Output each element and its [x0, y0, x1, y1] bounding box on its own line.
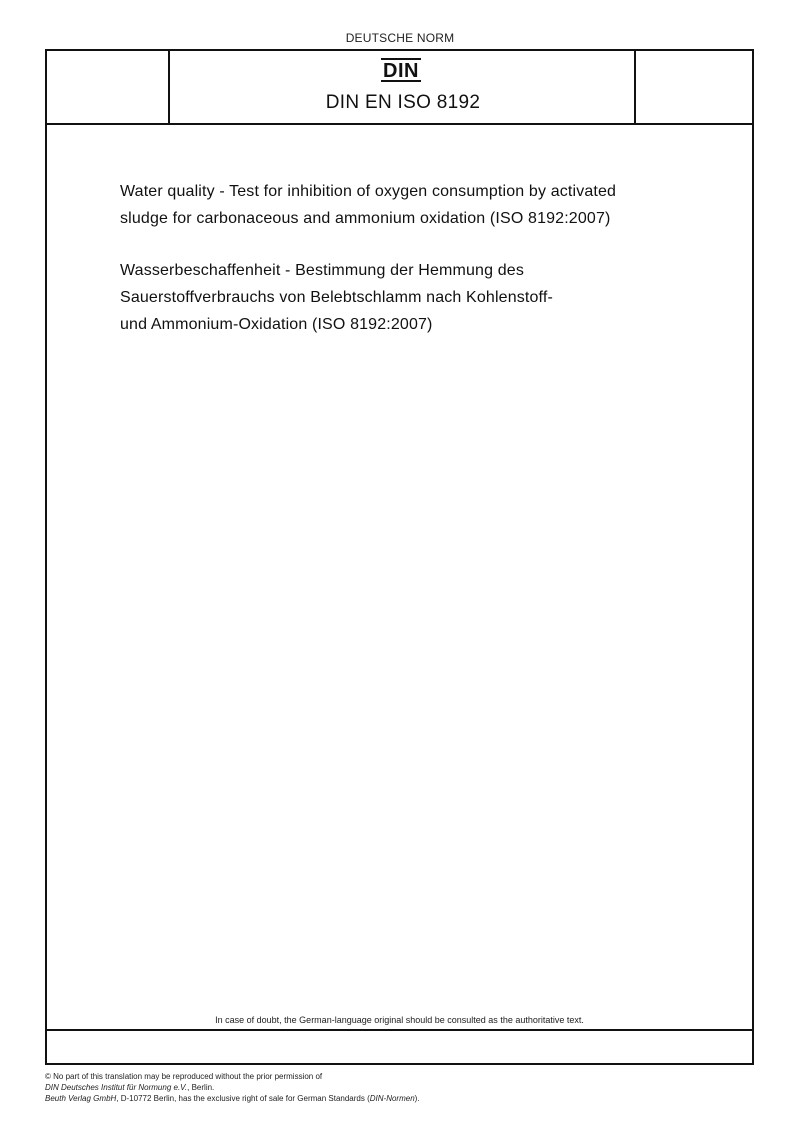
header-cell-left	[47, 51, 170, 123]
copyright-footer	[45, 1071, 745, 1104]
title-german-line: und Ammonium-Oxidation (ISO 8192:2007)	[120, 316, 433, 333]
authoritative-text-note: In case of doubt, the German-language original should be consulted as the authoritative text.	[215, 1015, 584, 1025]
publisher-name: DIN Deutsches Institut für Normung e.V.	[45, 1083, 188, 1092]
header-cell-right	[634, 51, 752, 123]
title-english-line: Water quality - Test for inhibition of oxygen consumption by activated	[120, 183, 617, 200]
publisher-city: , Berlin.	[187, 1083, 215, 1092]
distributor-name: Beuth Verlag GmbH	[45, 1094, 117, 1103]
din-logo: DIN	[381, 58, 421, 82]
title-english-line: sludge for carbonaceous and ammonium oxidation (ISO 8192:2007)	[120, 210, 611, 227]
din-normen-label: DIN-Normen	[369, 1094, 415, 1103]
title-german	[120, 257, 680, 338]
header-row	[47, 51, 752, 125]
title-german-line: Wasserbeschaffenheit - Bestimmung der Hemmung des	[120, 262, 524, 279]
title-english	[120, 178, 680, 232]
title-german-line: Sauerstoffverbrauchs von Belebtschlamm nach Kohlenstoff-	[120, 289, 553, 306]
distributor-rights: , D-10772 Berlin, has the exclusive right of sale for German Standards (	[116, 1094, 370, 1103]
footer-line-publisher	[45, 1082, 745, 1093]
page-frame	[45, 49, 754, 1065]
footer-line-copyright: © No part of this translation may be reproduced without the prior permission of	[45, 1072, 323, 1081]
standard-number: DIN EN ISO 8192	[325, 92, 481, 113]
header-cell-center	[170, 51, 636, 123]
document-type-label: DEUTSCHE NORM	[345, 31, 455, 45]
bottom-strip	[47, 1029, 752, 1063]
footer-line-distributor	[45, 1093, 745, 1104]
distributor-end: ).	[414, 1094, 420, 1103]
